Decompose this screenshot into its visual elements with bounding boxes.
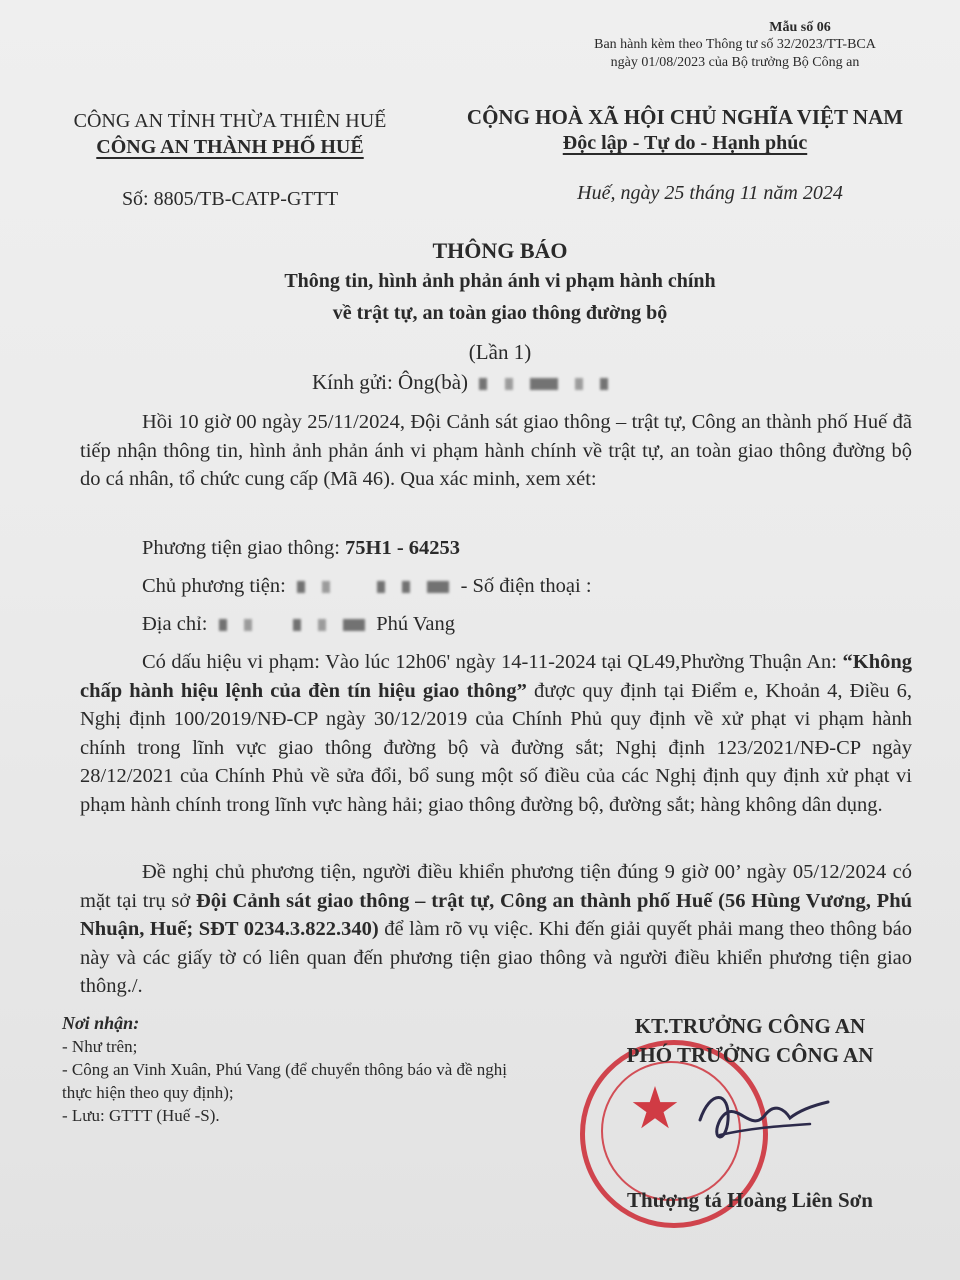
doc-title: THÔNG BÁO [432,238,568,263]
recipient-item: - Lưu: GTTT (Huế -S). [62,1106,220,1125]
redaction-mark [244,619,252,631]
nation-name: CỘNG HOÀ XÃ HỘI CHỦ NGHĨA VIỆT NAM [466,105,904,129]
address-label: Địa chỉ: [142,613,213,635]
redaction-mark [427,581,449,593]
redaction-mark [318,619,326,631]
vehicle-line [142,534,912,563]
paragraph-request [80,858,912,1001]
doc-subtitle-1: Thông tin, hình ảnh phản ánh vi phạm hành chính [284,270,716,292]
doc-subtitle-2: về trật tự, an toàn giao thông đường bộ [332,302,668,324]
violation-name: “Không chấp hành hiệu lệnh của đèn tín hiệu giao thông” [80,651,912,702]
issuer-unit: CÔNG AN THÀNH PHỐ HUẾ [96,136,364,158]
issuer-header [40,108,420,212]
violation-text-intro: Có dấu hiệu vi phạm: Vào lúc 12h06' ngày 14-11-2024 tại QL49,Phường Thuận An: [142,651,843,673]
paragraph-violation [80,648,912,819]
request-location: Đội Cảnh sát giao thông – trật tự, Công an thành phố Huế (56 Hùng Vương, Phú Nhuận, Huế; SĐT 0234.3.822.340) [80,889,912,940]
signer-authority: KT.TRƯỞNG CÔNG AN [634,1014,866,1038]
recipient-item: - Như trên; [62,1037,138,1056]
owner-label: Chủ phương tiện: [142,575,291,597]
redaction-mark [505,378,513,390]
redaction-mark [530,378,558,390]
redaction-mark [402,581,410,593]
redaction-mark [377,581,385,593]
redaction-mark [343,619,365,631]
address-district: Phú Vang [376,613,456,635]
redaction-mark [293,619,301,631]
signature-block [590,1012,910,1215]
form-number: Mẫu số 06 [769,20,831,35]
redaction-mark [575,378,583,390]
owner-line [142,572,912,601]
redaction-mark [297,581,305,593]
signer-name: Thượng tá Hoàng Liên Sơn [627,1188,873,1212]
form-issued-by-2: ngày 01/08/2023 của Bộ trưởng Bộ Công an [610,55,860,70]
recipients-heading: Nơi nhận: [62,1013,140,1033]
redaction-mark [322,581,330,593]
vehicle-label: Phương tiện giao thông: [142,537,346,559]
national-header [440,104,930,206]
phone-label: - Số điện thoại : [460,575,592,597]
addressee-label: Kính gửi: Ông(bà) [312,370,469,394]
redaction-mark [219,619,227,631]
violation-legal-basis: được quy định tại Điểm e, Khoản 4, Điều 6, Nghị định 100/2019/NĐ-CP ngày 30/12/2019 của Chính Phủ quy định về xử phạt vi phạm hành chính trong lĩnh vực giao thông đường bộ và đường sắt; Nghị định 123/2021/NĐ-CP ngày 28/12/2021 của Chính Phủ về sửa đổi, bổ sung một số điều của các Nghị định quy định xử phạt vi phạm hành chính trong lĩnh vực hàng hải; giao thông đường bộ, đường sắt; hàng không dân dụng. [80,679,913,816]
signer-title: PHÓ TRƯỞNG CÔNG AN [626,1043,874,1067]
paragraph-intro: Hồi 10 giờ 00 ngày 25/11/2024, Đội Cảnh sát giao thông – trật tự, Công an thành phố Huế đã tiếp nhận thông tin, hình ảnh phản ánh vi phạm hành chính về trật tự, an toàn giao thông đường bộ do cá nhân, tổ chức cung cấp (Mã 46). Qua xác minh, xem xét: [80,411,912,490]
issue-date: Huế, ngày 25 tháng 11 năm 2024 [577,182,843,204]
redaction-mark [479,378,487,390]
request-text-intro: Đề nghị chủ phương tiện, người điều khiển phương tiện đúng 9 giờ 00’ ngày 05/12/2024 có mặt tại trụ sở [80,861,912,912]
notice-count: (Lần 1) [468,340,532,364]
request-instructions: để làm rõ vụ việc. Khi đến giải quyết phải mang theo thông báo này và các giấy tờ có liên quan đến phương tiện giao thông và người điều khiển phương tiện giao thông./. [80,918,912,997]
document-number: Số: 8805/TB-CATP-GTTT [121,188,339,210]
addressee [312,370,614,395]
issuer-parent: CÔNG AN TỈNH THỪA THIÊN HUẾ [73,110,387,132]
redaction-mark [600,378,608,390]
recipient-item: - Công an Vinh Xuân, Phú Vang (để chuyển thông báo và đề nghị thực hiện theo quy định); [62,1060,508,1102]
license-plate: 75H1 - 64253 [345,537,461,559]
seal-star-icon: ★ [629,1076,681,1141]
nation-motto: Độc lập - Tự do - Hạnh phúc [562,132,808,154]
form-issued-by-1: Ban hành kèm theo Thông tư số 32/2023/TT-BCA [594,37,876,52]
address-line [142,610,912,639]
form-reference [560,20,910,72]
recipients-block [62,1012,532,1127]
